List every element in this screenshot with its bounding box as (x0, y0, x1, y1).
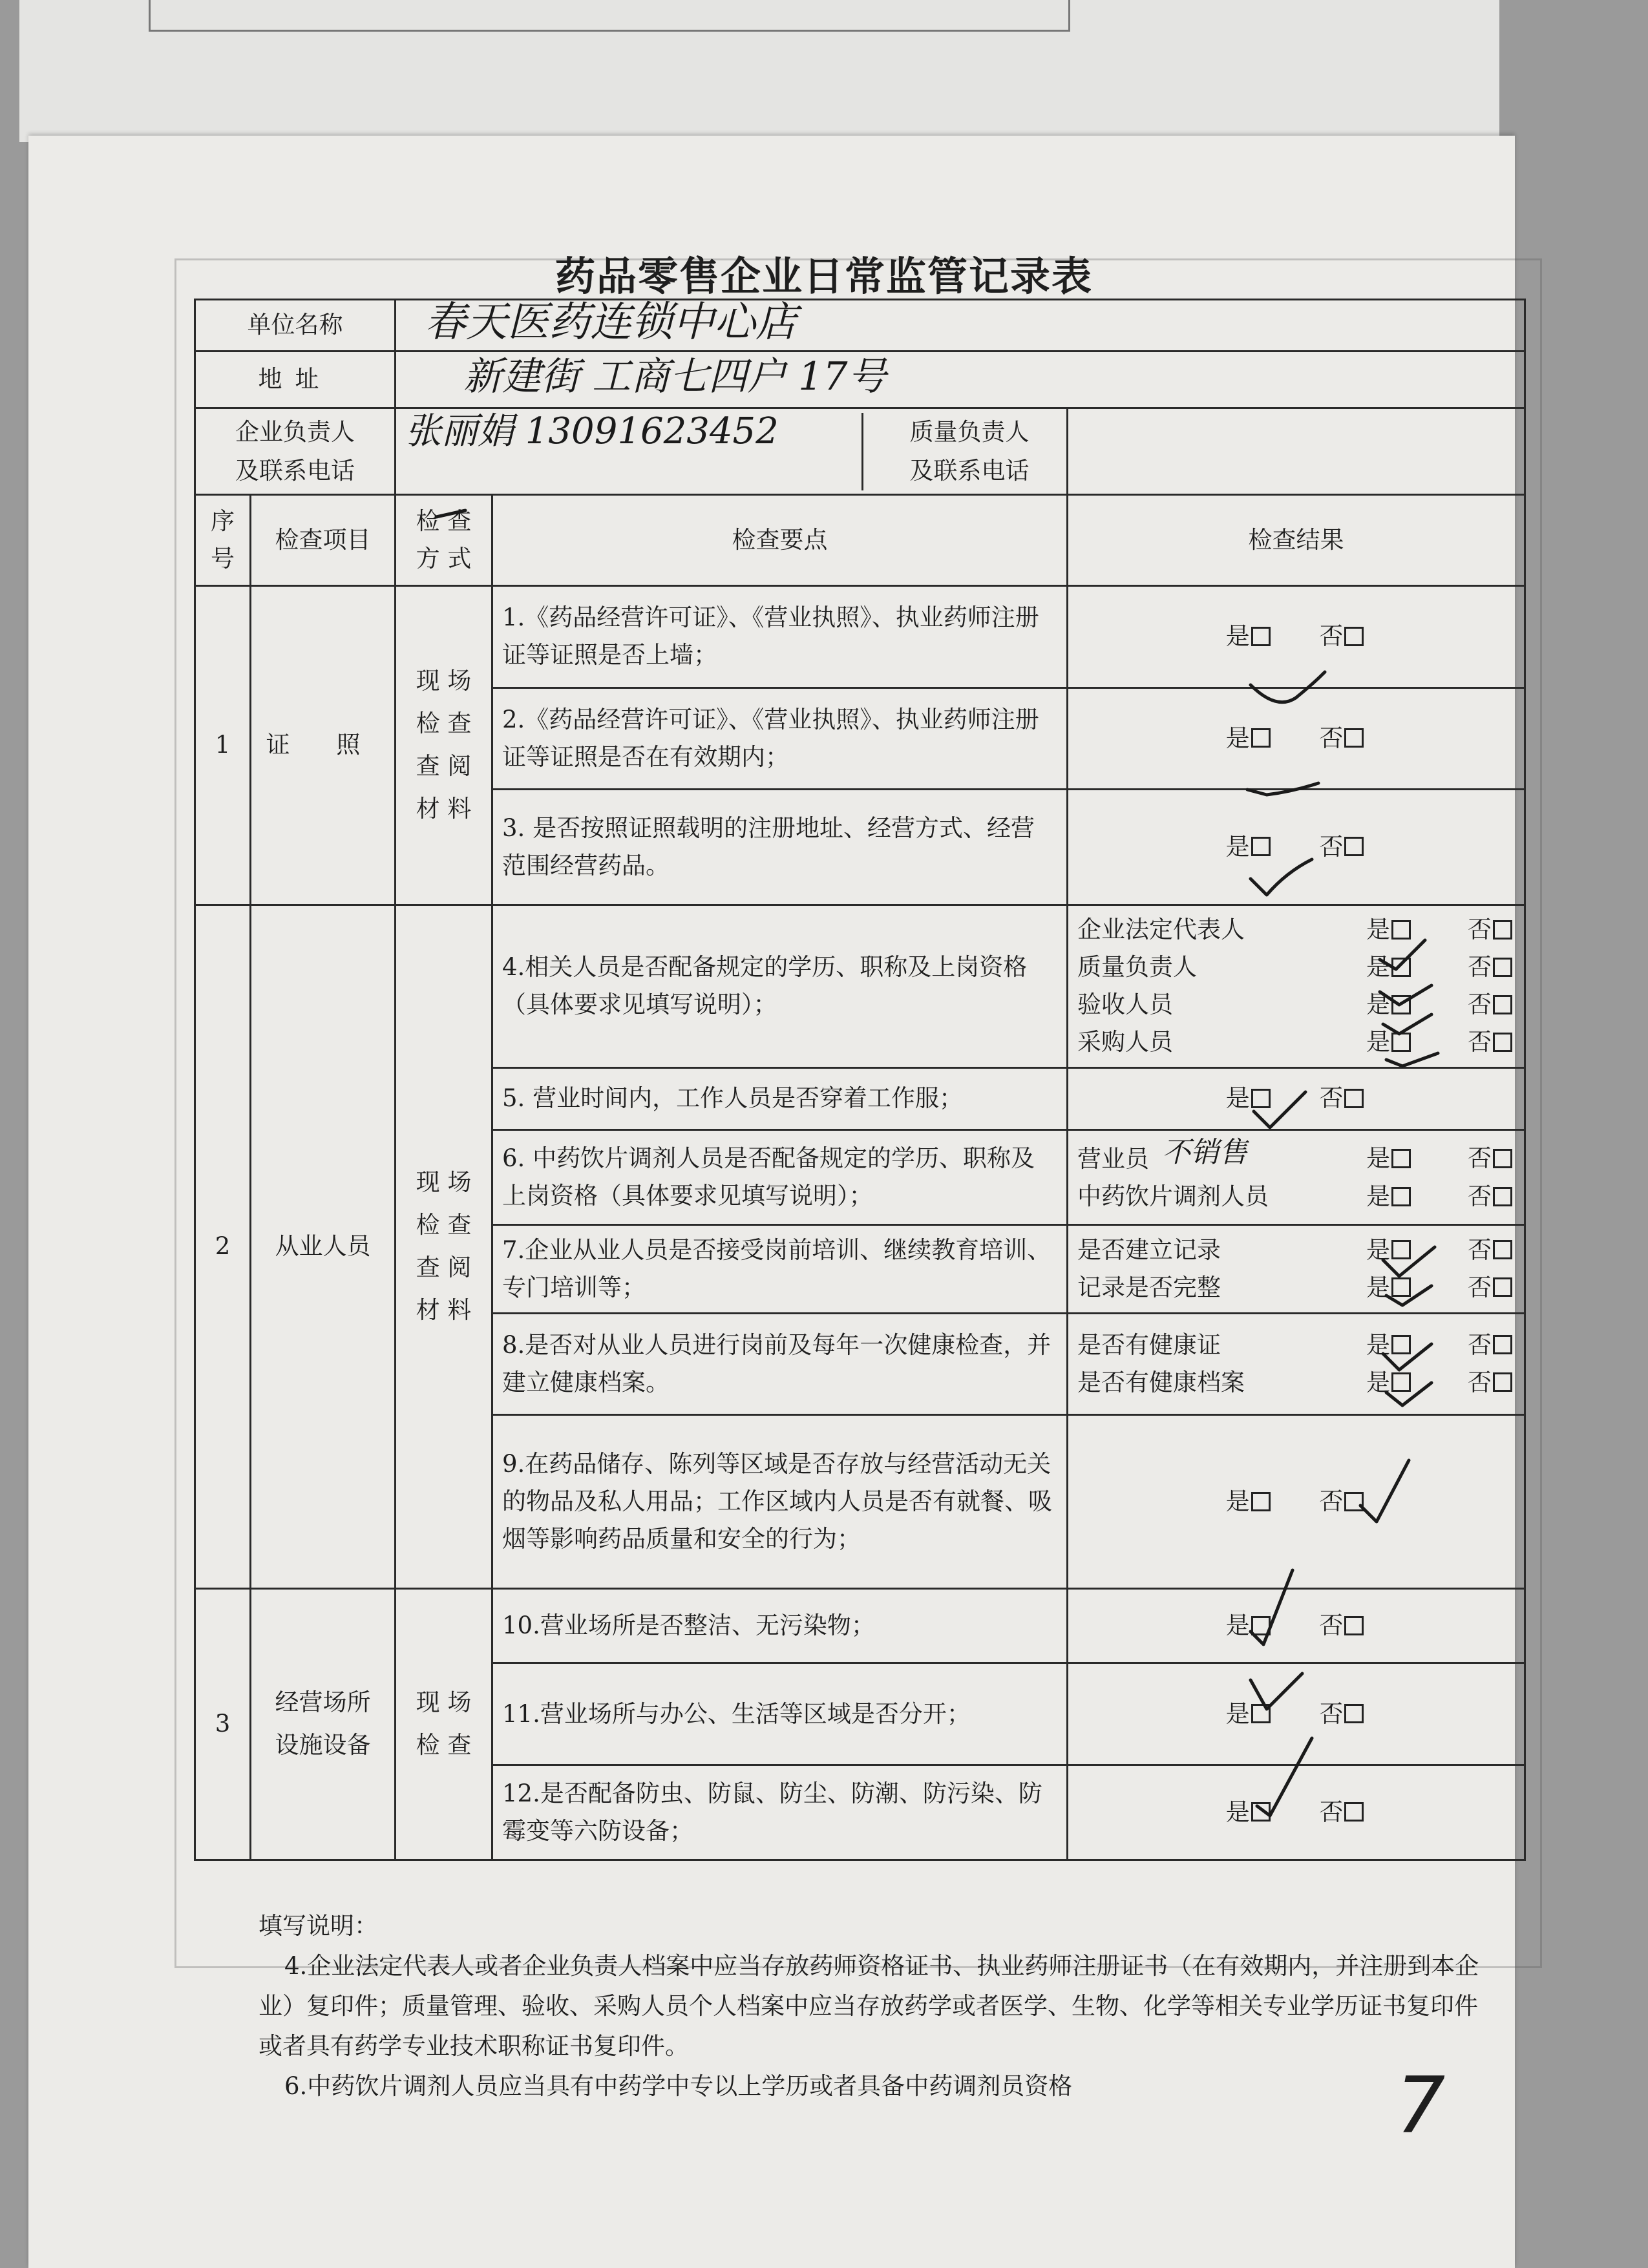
no-checkbox[interactable] (1493, 1277, 1512, 1297)
address-row (195, 351, 1525, 408)
yes-checkbox[interactable] (1251, 1089, 1271, 1108)
tcm-staff-row (1077, 1178, 1515, 1215)
no-label: 否 (1468, 1273, 1492, 1301)
section-3-name (251, 1588, 396, 1860)
no-label: 否 (1468, 1182, 1492, 1211)
col-item-header: 检查项目 (251, 495, 396, 586)
yes-checkbox[interactable] (1251, 627, 1271, 646)
col-seq-header (195, 495, 251, 586)
yes-checkbox[interactable] (1251, 728, 1271, 748)
section-1-method (396, 586, 492, 905)
yes-label: 是 (1225, 1084, 1250, 1113)
item-12-text: 12.是否配备防虫、防鼠、防尘、防潮、防污染、防霉变等六防设备； (492, 1765, 1068, 1860)
col-method-header (396, 495, 492, 586)
yes-label: 是 (1225, 724, 1250, 752)
underlying-table-edge (149, 0, 1070, 32)
yes-label: 是 (1366, 1273, 1391, 1301)
yes-label: 是 (1225, 1612, 1250, 1640)
unit-name-label: 单位名称 (195, 300, 396, 352)
item-11-result (1068, 1663, 1525, 1765)
owner-label-line1: 企业负责人 (235, 417, 355, 446)
item-9-text: 9.在药品储存、陈列等区域是否存放与经营活动无关的物品及私人用品；工作区域内人员是否有就餐、吸烟等影响药品质量和安全的行为； (492, 1415, 1068, 1589)
no-checkbox[interactable] (1344, 1704, 1364, 1723)
method-line: 材 料 (416, 1296, 472, 1325)
sales-staff-note: 不销售 (1162, 1136, 1247, 1170)
no-checkbox[interactable] (1493, 1149, 1512, 1168)
address-value: 新建街 工商七四户 17号 (463, 354, 887, 400)
item-1-result (1068, 586, 1525, 688)
yes-checkbox[interactable] (1391, 1372, 1411, 1392)
no-label: 否 (1319, 622, 1344, 651)
no-label: 否 (1468, 991, 1492, 1019)
item-6-text: 6. 中药饮片调剂人员是否配备规定的学历、职称及上岗资格（具体要求见填写说明）； (492, 1130, 1068, 1225)
no-label: 否 (1468, 1144, 1492, 1173)
item-5-text: 5. 营业时间内，工作人员是否穿着工作服； (492, 1067, 1068, 1130)
owner-field[interactable] (396, 408, 1068, 494)
acceptance-row (1077, 986, 1515, 1024)
sub-label: 验收人员 (1077, 991, 1173, 1019)
no-checkbox[interactable] (1344, 1492, 1364, 1511)
sub-label: 是否有健康证 (1077, 1330, 1221, 1359)
method-line: 检 查 (416, 1731, 472, 1759)
no-label: 否 (1319, 1487, 1344, 1516)
sub-label: 中药饮片调剂人员 (1077, 1182, 1269, 1211)
page-number: 7 (1396, 2061, 1446, 2151)
no-checkbox[interactable] (1344, 1802, 1364, 1822)
item-3-text: 3. 是否按照证照载明的注册地址、经营方式、经营范围经营药品。 (492, 790, 1068, 905)
sub-label: 企业法定代表人 (1077, 916, 1245, 944)
method-line: 现 场 (416, 667, 472, 695)
yes-label: 是 (1366, 1330, 1391, 1359)
no-checkbox[interactable] (1344, 1089, 1364, 1108)
item-11-text: 11.营业场所与办公、生活等区域是否分开； (492, 1663, 1068, 1765)
contact-row (195, 408, 1525, 494)
section-3-no: 3 (195, 1588, 251, 1860)
no-checkbox[interactable] (1344, 1616, 1364, 1635)
yes-checkbox[interactable] (1391, 1240, 1411, 1259)
yes-checkbox[interactable] (1391, 1335, 1411, 1354)
item-8-result (1068, 1313, 1525, 1415)
yes-label: 是 (1366, 916, 1391, 944)
sales-staff-row (1077, 1136, 1515, 1178)
yes-label: 是 (1366, 1144, 1391, 1173)
no-checkbox[interactable] (1344, 728, 1364, 748)
method-line: 查 阅 (416, 1254, 472, 1282)
table-row (195, 1588, 1525, 1663)
section-3-name-line1: 经营场所 (275, 1688, 371, 1717)
unit-name-row (195, 300, 1525, 352)
sub-label: 采购人员 (1077, 1028, 1173, 1056)
yes-label: 是 (1366, 1368, 1391, 1396)
no-label: 否 (1468, 916, 1492, 944)
item-2-result (1068, 688, 1525, 790)
no-label: 否 (1319, 724, 1344, 752)
quality-field[interactable] (1068, 408, 1525, 494)
item-6-result (1068, 1130, 1525, 1225)
sales-staff-label: 营业员 (1077, 1145, 1149, 1173)
owner-label-line2: 及联系电话 (235, 456, 355, 485)
yes-checkbox[interactable] (1251, 1616, 1271, 1635)
section-1-name: 证 照 (251, 586, 396, 905)
method-line: 材 料 (416, 795, 472, 823)
record-built-row (1077, 1232, 1515, 1269)
no-checkbox[interactable] (1493, 1187, 1512, 1206)
yes-label: 是 (1225, 622, 1250, 651)
no-label: 否 (1468, 1028, 1492, 1056)
section-1-no: 1 (195, 586, 251, 905)
no-label: 否 (1468, 1368, 1492, 1396)
no-checkbox[interactable] (1493, 920, 1512, 940)
no-label: 否 (1319, 1699, 1344, 1728)
item-12-result (1068, 1765, 1525, 1860)
no-checkbox[interactable] (1493, 1240, 1512, 1259)
address-field[interactable] (396, 351, 1525, 408)
no-checkbox[interactable] (1493, 958, 1512, 977)
yes-label: 是 (1366, 1182, 1391, 1211)
yes-checkbox[interactable] (1391, 1277, 1411, 1297)
section-2-name: 从业人员 (251, 905, 396, 1588)
quality-label-line2: 及联系电话 (909, 456, 1030, 485)
no-checkbox[interactable] (1493, 1033, 1512, 1052)
yes-label: 是 (1366, 991, 1391, 1019)
health-cert-row (1077, 1327, 1515, 1364)
sub-label (1077, 1136, 1366, 1178)
record-complete-row (1077, 1269, 1515, 1307)
yes-checkbox[interactable] (1391, 1187, 1411, 1206)
sub-label: 质量负责人 (1077, 953, 1197, 982)
yes-label: 是 (1366, 953, 1391, 982)
yes-checkbox[interactable] (1251, 1704, 1271, 1723)
item-5-result (1068, 1067, 1525, 1130)
notes-heading: 填写说明： (259, 1912, 378, 1940)
legal-rep-row (1077, 911, 1515, 949)
item-4-text: 4.相关人员是否配备规定的学历、职称及上岗资格（具体要求见填写说明）； (492, 905, 1068, 1067)
yes-label: 是 (1225, 1798, 1250, 1826)
item-9-result (1068, 1415, 1525, 1589)
no-checkbox[interactable] (1344, 837, 1364, 856)
no-label: 否 (1468, 953, 1492, 982)
yes-label: 是 (1366, 1028, 1391, 1056)
no-label: 否 (1319, 832, 1344, 861)
method-line: 检 查 (416, 709, 472, 738)
col-seq-line2: 号 (211, 545, 235, 573)
yes-label: 是 (1366, 1235, 1391, 1264)
item-2-text: 2.《药品经营许可证》、《营业执照》、执业药师注册证等证照是否在有效期内； (492, 688, 1068, 790)
item-7-text: 7.企业从业人员是否接受岗前培训、继续教育培训、专门培训等； (492, 1225, 1068, 1314)
item-3-result (1068, 790, 1525, 905)
no-label: 否 (1319, 1084, 1344, 1113)
yes-label: 是 (1225, 1487, 1250, 1516)
table-row (195, 586, 1525, 688)
no-checkbox[interactable] (1344, 627, 1364, 646)
health-file-row (1077, 1364, 1515, 1402)
no-checkbox[interactable] (1493, 995, 1512, 1014)
no-checkbox[interactable] (1493, 1372, 1512, 1392)
unit-name-field[interactable] (396, 300, 1525, 352)
method-line: 查 阅 (416, 752, 472, 781)
table-row (195, 905, 1525, 1067)
method-line: 现 场 (416, 1688, 472, 1717)
sub-label: 记录是否完整 (1077, 1273, 1221, 1301)
section-3-method (396, 1588, 492, 1860)
item-7-result (1068, 1225, 1525, 1314)
col-method-line1: 检 查 (416, 507, 472, 536)
yes-checkbox[interactable] (1391, 920, 1411, 940)
yes-checkbox[interactable] (1251, 837, 1271, 856)
yes-checkbox[interactable] (1391, 958, 1411, 977)
inspection-table (194, 299, 1526, 1861)
yes-checkbox[interactable] (1251, 1492, 1271, 1511)
item-8-text: 8.是否对从业人员进行岗前及每年一次健康检查，并建立健康档案。 (492, 1313, 1068, 1415)
no-label: 否 (1468, 1330, 1492, 1359)
item-10-result (1068, 1588, 1525, 1663)
yes-checkbox[interactable] (1391, 1033, 1411, 1052)
page-title: 药品零售企业日常监管记录表 (555, 253, 1093, 300)
yes-checkbox[interactable] (1391, 1149, 1411, 1168)
note-4: 4.企业法定代表人或者企业负责人档案中应当存放药师资格证书、执业药师注册证书（在有效期内，并注册到本企业）复印件；质量管理、验收、采购人员个人档案中应当存放药学或者医学、生物、化学等相关专业学历证书复印件或者具有药学专业技术职称证书复印件。 (259, 1952, 1479, 2060)
no-label: 否 (1319, 1612, 1344, 1640)
underlying-page (19, 0, 1499, 142)
column-header-row (195, 495, 1525, 586)
method-line: 现 场 (416, 1168, 472, 1197)
item-1-text: 1.《药品经营许可证》、《营业执照》、执业药师注册证等证照是否上墙； (492, 586, 1068, 688)
section-3-name-line2: 设施设备 (275, 1731, 371, 1759)
note-6: 6.中药饮片调剂人员应当具有中药学中专以上学历或者具备中药调剂员资格 (284, 2072, 1073, 2100)
sub-label: 是否有健康档案 (1077, 1368, 1245, 1396)
owner-label (195, 408, 396, 494)
quality-head-row (1077, 949, 1515, 986)
item-4-result (1068, 905, 1525, 1067)
yes-label: 是 (1225, 1699, 1250, 1728)
col-method-line2: 方 式 (416, 545, 472, 573)
section-2-method (396, 905, 492, 1588)
unit-name-value: 春天医药连锁中心店 (425, 298, 797, 346)
purchase-row (1077, 1024, 1515, 1061)
fill-instructions (259, 1906, 1486, 2106)
section-2-no: 2 (195, 905, 251, 1588)
col-seq-line1: 序 (211, 507, 235, 536)
item-10-text: 10.营业场所是否整洁、无污染物； (492, 1588, 1068, 1663)
yes-label: 是 (1225, 832, 1250, 861)
no-label: 否 (1319, 1798, 1344, 1826)
quality-label-line1: 质量负责人 (909, 417, 1030, 446)
quality-label (861, 413, 1066, 490)
no-checkbox[interactable] (1493, 1335, 1512, 1354)
method-line: 检 查 (416, 1211, 472, 1239)
owner-value: 张丽娟 13091623452 (405, 410, 779, 452)
sub-label: 是否建立记录 (1077, 1235, 1221, 1264)
col-points-header: 检查要点 (492, 495, 1068, 586)
address-label: 地址 (195, 351, 396, 408)
yes-checkbox[interactable] (1391, 995, 1411, 1014)
no-label: 否 (1468, 1235, 1492, 1264)
yes-checkbox[interactable] (1251, 1802, 1271, 1822)
col-result-header: 检查结果 (1068, 495, 1525, 586)
